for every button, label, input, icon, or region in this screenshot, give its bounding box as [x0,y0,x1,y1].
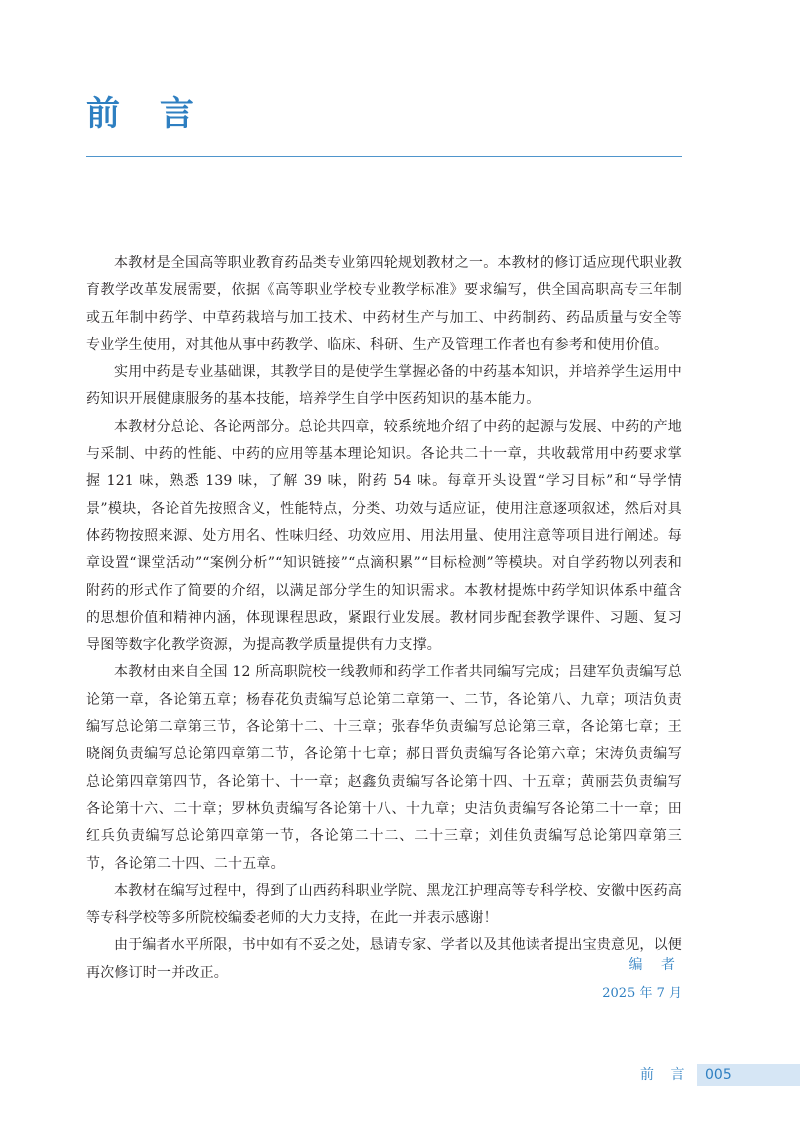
title-divider [86,156,682,157]
signature-date: 2025 年 7 月 [602,986,682,1001]
paragraph: 本教材是全国高等职业教育药品类专业第四轮规划教材之一。本教材的修订适应现代职业教育教学改革发展需要，依据《高等职业学校专业教学标准》要求编写，供全国高职高专三年制或五年制中药学、中草药栽培与加工技术、中药材生产与加工、中药制药、药品质量与安全等专业学生使用，对其他从事中药教学、临床、科研、生产及管理工作者也有参考和使用价值。 [86,255,682,353]
paragraph: 实用中药是专业基础课，其教学目的是使学生掌握必备的中药基本知识，并培养学生运用中药知识开展健康服务的基本技能，培养学生自学中医药知识的基本能力。 [86,364,682,408]
page-title: 前 言 [86,94,208,134]
running-footer-label: 前 言 [640,1067,691,1083]
signature-author: 编 者 [628,957,682,973]
paragraph: 本教材在编写过程中，得到了山西药科职业学院、黑龙江护理高等专科学校、安徽中医药高等专科学校等多所院校编委老师的大力支持，在此一并表示感谢！ [86,882,682,927]
paragraph: 由于编者水平所限，书中如有不妥之处，恳请专家、学者以及其他读者提出宝贵意见，以便再次修订时一并改正。 [86,937,682,981]
page-number: 005 [705,1067,732,1083]
paragraph: 本教材分总论、各论两部分。总论共四章，较系统地介绍了中药的起源与发展、中药的产地与采制、中药的性能、中药的应用等基本理论知识。各论共二十一章，共收载常用中药要求掌握 121 味，熟悉 139 味，了解 39 味，附药 54 味。每章开头设置“学习目标”和“导学情景”模块，各论首先按照含义，性能特点，分类、功效与适应证，使用注意逐项叙述，然后对具体药物按照来源、处方用名、性味归经、功效应用、用法用量、使用注意等项目进行阐述。每章设置“课堂活动”“案例分析”“知识链接”“点滴积累”“目标检测”等模块。对自学药物以列表和附药的形式作了简要的介绍，以满足部分学生的知识需求。本教材提炼中药学知识体系中蕴含的思想价值和精神内涵，体现课程思政，紧跟行业发展。教材同步配套教学课件、习题、复习导图等数字化教学资源，为提高教学质量提供有力支撑。 [86,418,682,654]
paragraph: 本教材由来自全国 12 所高职院校一线教师和药学工作者共同编写完成；吕建军负责编写总论第一章，各论第五章；杨春花负责编写总论第二章第一、二节，各论第八、九章；项洁负责编写总论第二章第三节，各论第十二、十三章；张春华负责编写总论第三章，各论第七章；王晓阁负责编写总论第四章第二节，各论第十七章；郝日晋负责编写各论第六章；宋涛负责编写总论第四章第四节，各论第十、十一章；赵鑫负责编写各论第十四、十五章；黄丽芸负责编写各论第十六、二十章；罗林负责编写各论第十八、十九章；史洁负责编写各论第二十一章；田红兵负责编写总论第四章第一节，各论第二十二、二十三章；刘佳负责编写总论第四章第三节，各论第二十四、二十五章。 [86,664,682,872]
preface-body [86,250,682,987]
